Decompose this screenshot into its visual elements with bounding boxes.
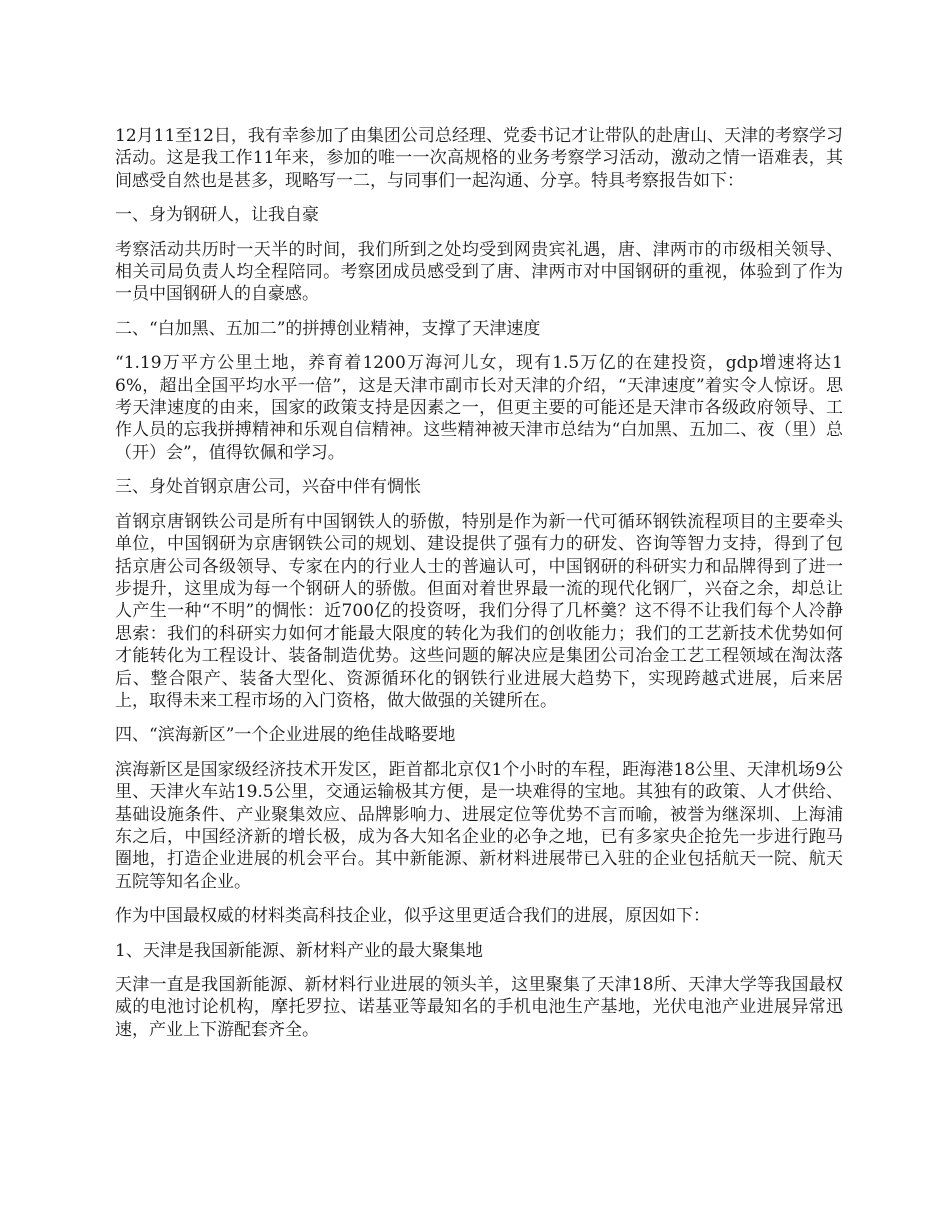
document-page xyxy=(115,125,843,1053)
section-3-paragraph: 首钢京唐钢铁公司是所有中国钢铁人的骄傲，特别是作为新一代可循环钢铁流程项目的主要牵头单位，中国钢研为京唐钢铁公司的规划、建设提供了强有力的研发、咨询等智力支持，得到了包括京唐公司各级领导、专家在内的行业人士的普遍认可，中国钢研的科研实力和品牌得到了进一步提升，这里成为每一个钢研人的骄傲。但面对着世界最一流的现代化钢厂，兴奋之余，却总让人产生一种“不明”的惆怅：近700亿的投资呀，我们分得了几杯羹？这不得不让我们每个人冷静思索：我们的科研实力如何才能最大限度的转化为我们的创收能力；我们的工艺新技术优势如何才能转化为工程设计、装备制造优势。这些问题的解决应是集团公司冶金工艺工程领域在淘汰落后、整合限产、装备大型化、资源循环化的钢铁行业进展大趋势下，实现跨越式进展，后来居上，取得未来工程市场的入门资格，做大做强的关键所在。 xyxy=(115,511,843,711)
section-4-paragraph: 滨海新区是国家级经济技术开发区，距首都北京仅1个小时的车程，距海港18公里、天津机场9公里、天津火车站19.5公里，交通运输极其方便，是一块难得的宝地。其独有的政策、人才供给、基础设施条件、产业聚集效应、品牌影响力、进展定位等优势不言而喻，被誉为继深圳、上海浦东之后，中国经济新的增长极，成为各大知名企业的必争之地，已有多家央企抢先一步进行跑马圈地，打造企业进展的机会平台。其中新能源、新材料进展带已入驻的企业包括航天一院、航天五院等知名企业。 xyxy=(115,759,843,892)
section-heading-4: 四、“滨海新区”一个企业进展的绝佳战略要地 xyxy=(115,725,456,746)
section-1-paragraph: 考察活动共历时一天半的时间，我们所到之处均受到网贵宾礼遇，唐、津两市的市级相关领导、相关司局负责人均全程陪同。考察团成员感受到了唐、津两市对中国钢研的重视，体验到了作为一员中国钢研人的自豪感。 xyxy=(115,239,843,305)
section-heading-2: 二、“白加黑、五加二”的拼搏创业精神，支撑了天津速度 xyxy=(115,318,541,339)
intro-paragraph: 12月11至12日，我有幸参加了由集团公司总经理、党委书记才让带队的赴唐山、天津的考察学习活动。这是我工作11年来，参加的唯一一次高规格的业务考察学习活动，激动之情一语难表，其间感受自然也是甚多，现略写一二，与同事们一起沟通、分享。特具考察报告如下： xyxy=(115,126,843,191)
section-2-paragraph: “1.19万平方公里土地，养育着1200万海河儿女，现有1.5万亿的在建投资，gdp增速将达16%，超出全国平均水平一倍”，这是天津市副市长对天津的介绍，“天津速度”着实令人惊讶。思考天津速度的由来，国家的政策支持是因素之一，但更主要的可能还是天津市各级政府领导、工作人员的忘我拼搏精神和乐观自信精神。这些精神被天津市总结为“白加黑、五加二、夜（里）总（开）会”，值得钦佩和学习。 xyxy=(115,353,843,463)
reason-heading-1: 1、天津是我国新能源、新材料产业的最大聚集地 xyxy=(115,940,483,961)
section-heading-1: 一、身为钢研人，让我自豪 xyxy=(115,205,319,226)
section-heading-3: 三、身处首钢京唐公司，兴奋中伴有惆怅 xyxy=(115,477,421,498)
reason-1-paragraph: 天津一直是我国新能源、新材料行业进展的领头羊，这里聚集了天津18所、天津大学等我国最权威的电池讨论机构，摩托罗拉、诺基亚等最知名的手机电池生产基地，光伏电池产业进展异常迅速，产业上下游配套齐全。 xyxy=(115,975,843,1040)
reasons-intro: 作为中国最权威的材料类高科技企业，似乎这里更适合我们的进展，原因如下： xyxy=(115,906,710,927)
